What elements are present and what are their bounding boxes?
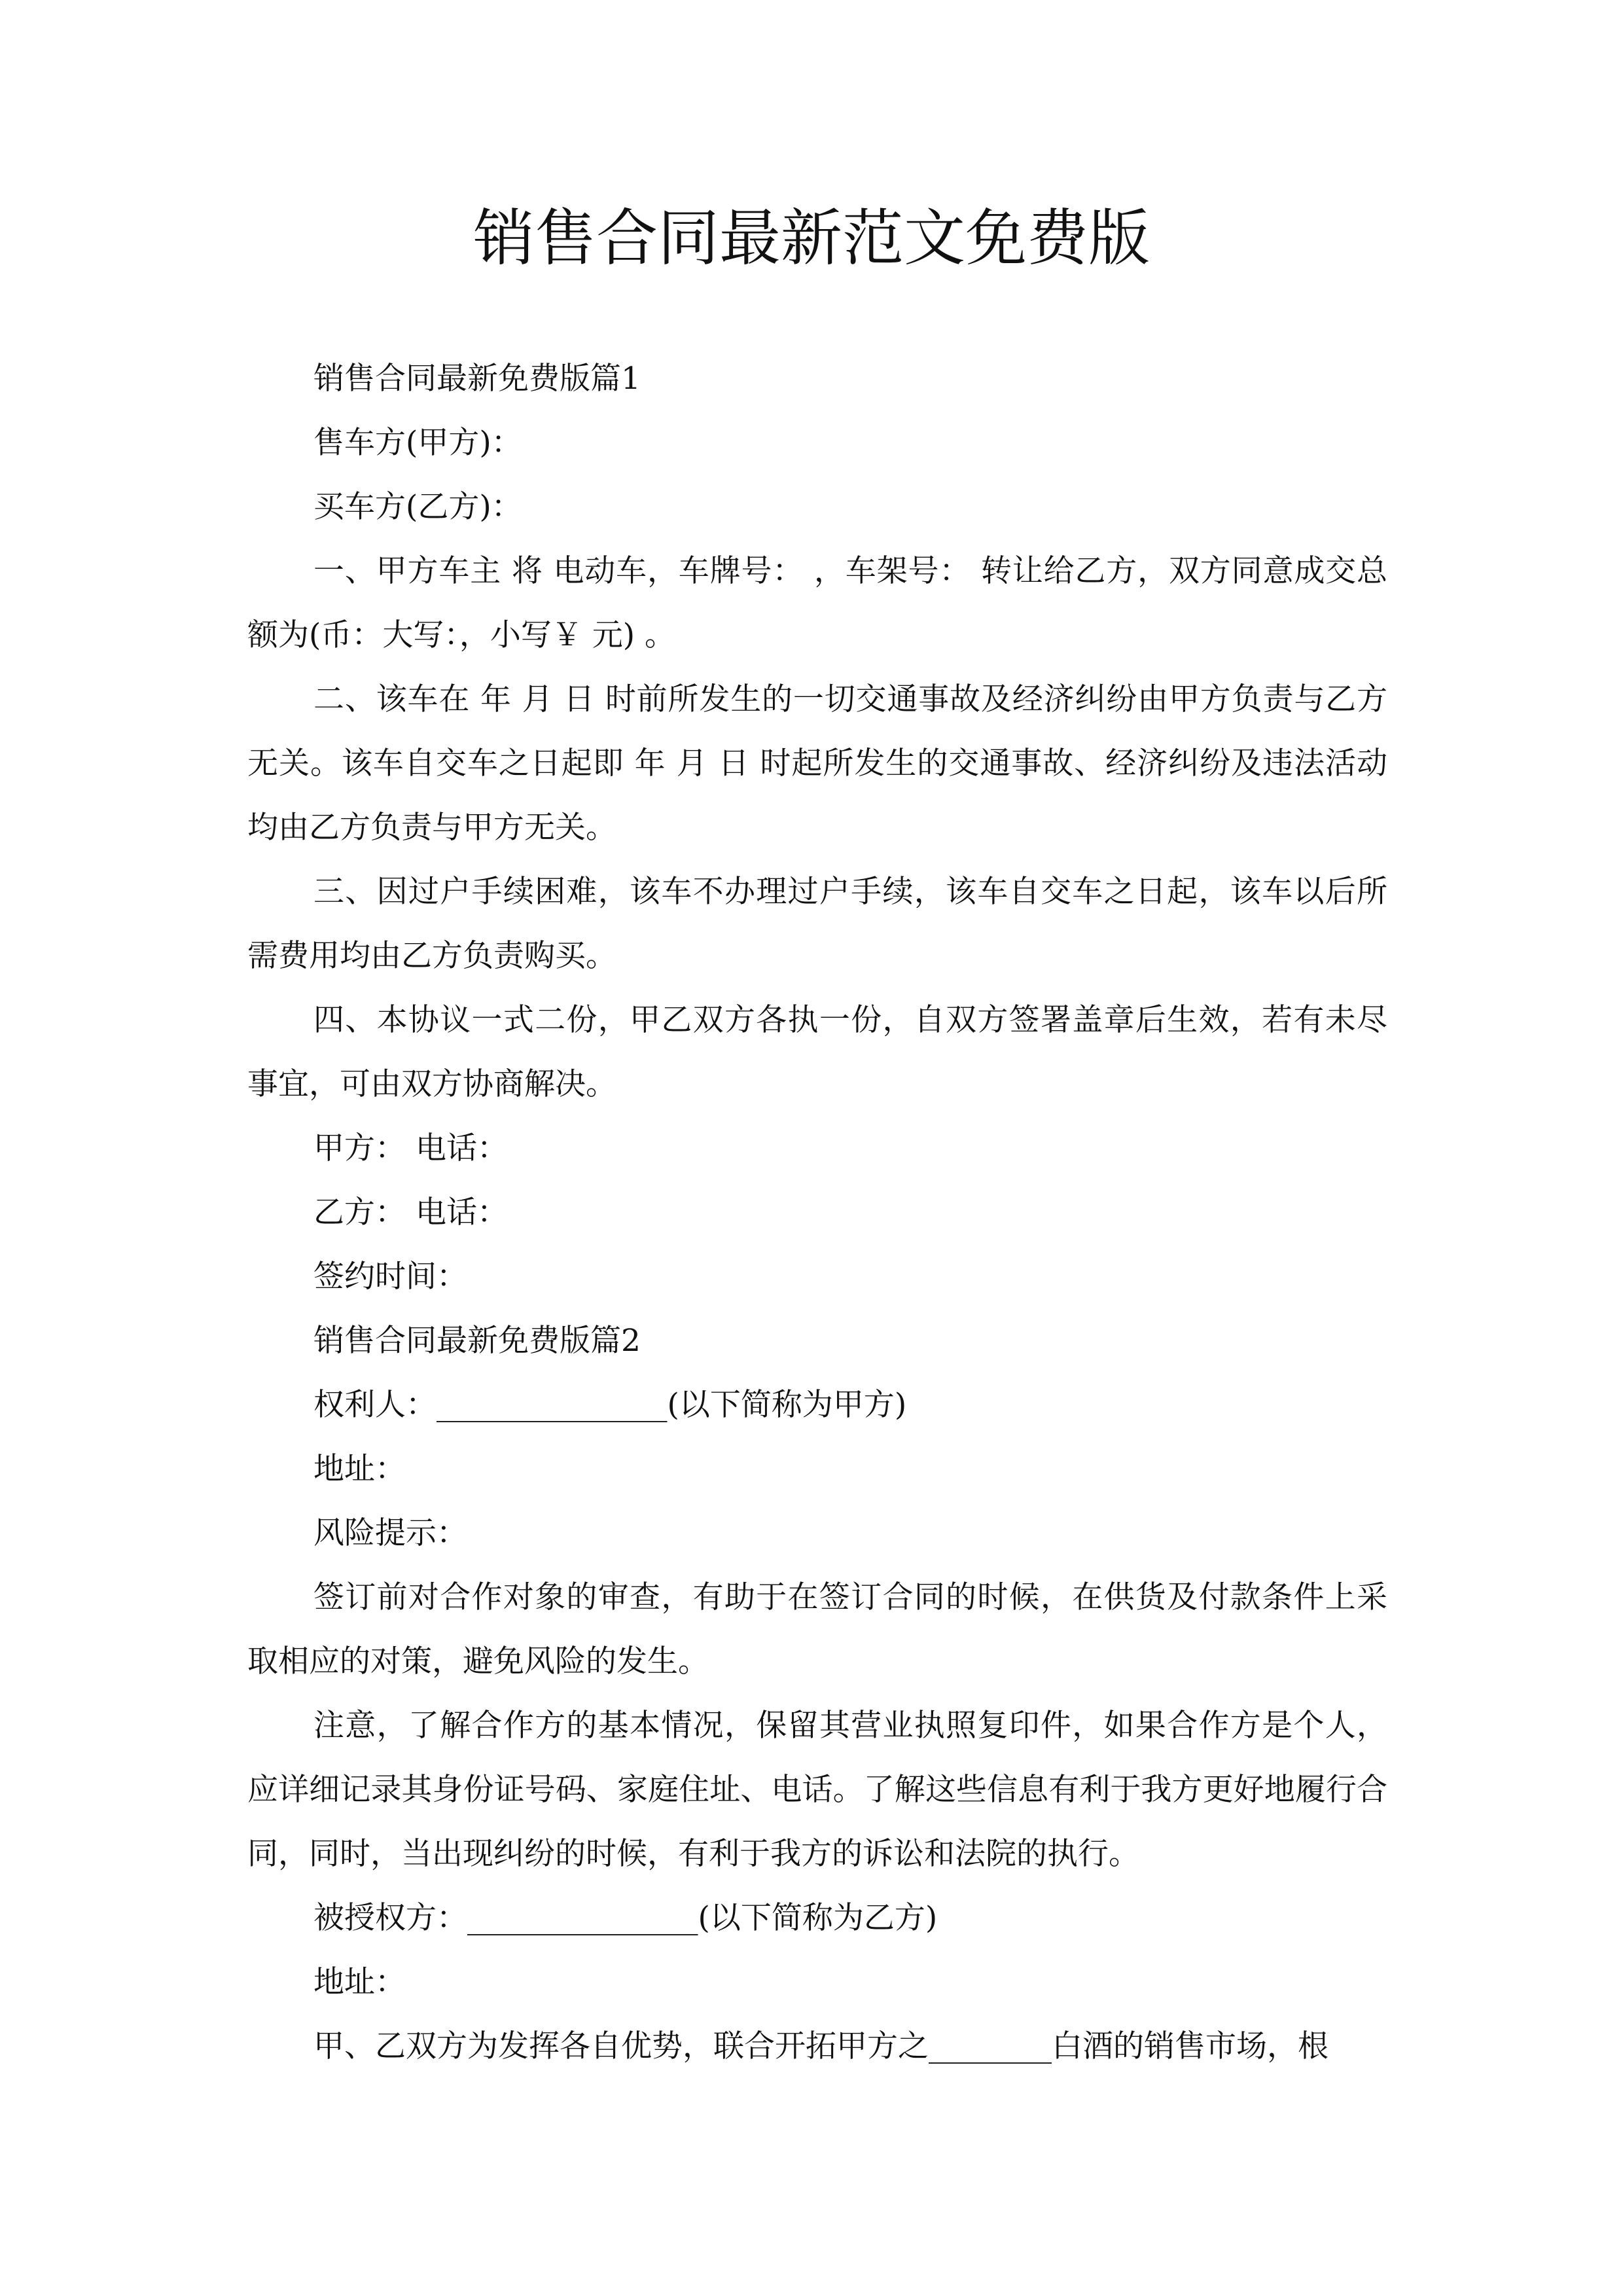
licensee-field: 被授权方：_______________(以下简称为乙方) <box>313 1900 938 1936</box>
party-b-signature: 乙方： 电话： <box>313 1194 508 1230</box>
clause-4: 四、本协议一式二份，甲乙双方各执一份，自双方签署盖章后生效，若有未尽事宜，可由双方协商解决。 <box>247 1002 1387 1102</box>
document-body <box>247 347 1387 2079</box>
clause-3: 三、因过户手续困难，该车不办理过户手续，该车自交车之日起，该车以后所需费用均由乙方负责购买。 <box>247 874 1387 974</box>
rights-holder-field: 权利人：_______________(以下简称为甲方) <box>313 1387 907 1423</box>
party-a-signature: 甲方： 电话： <box>313 1130 508 1166</box>
risk-paragraph-2: 注意，了解合作方的基本情况，保留其营业执照复印件，如果合作方是个人，应详细记录其身份证号码、家庭住址、电话。了解这些信息有利于我方更好地履行合同，同时，当出现纠纷的时候，有利于我方的诉讼和法院的执行。 <box>247 1708 1387 1872</box>
address-field: 地址： <box>313 1451 406 1487</box>
signing-date: 签约时间： <box>313 1259 467 1295</box>
risk-notice-heading: 风险提示： <box>313 1515 467 1551</box>
clause-2: 二、该车在 年 月 日 时前所发生的一切交通事故及经济纠纷由甲方负责与乙方无关。该车自交车之日起即 年 月 日 时起所发生的交通事故、经济纠纷及违法活动均由乙方负责与甲方无关。 <box>247 681 1387 846</box>
buyer-field: 买车方(乙方)： <box>313 489 522 525</box>
section-heading-2: 销售合同最新免费版篇2 <box>313 1323 641 1359</box>
risk-paragraph-1: 签订前对合作对象的审查，有助于在签订合同的时候，在供货及付款条件上采取相应的对策，避免风险的发生。 <box>247 1579 1387 1679</box>
address-field-2: 地址： <box>313 1964 406 2000</box>
document-title: 销售合同最新范文免费版 <box>473 203 1150 274</box>
clause-1: 一、甲方车主 将 电动车，车牌号： ，车架号： 转让给乙方，双方同意成交总额为(币：大写：，小写￥ 元) 。 <box>247 553 1387 653</box>
section-heading-1: 销售合同最新免费版篇1 <box>313 361 641 397</box>
agreement-intro: 甲、乙双方为发挥各自优势，联合开拓甲方之________白酒的销售市场，根 <box>313 2028 1329 2064</box>
seller-field: 售车方(甲方)： <box>313 425 522 461</box>
